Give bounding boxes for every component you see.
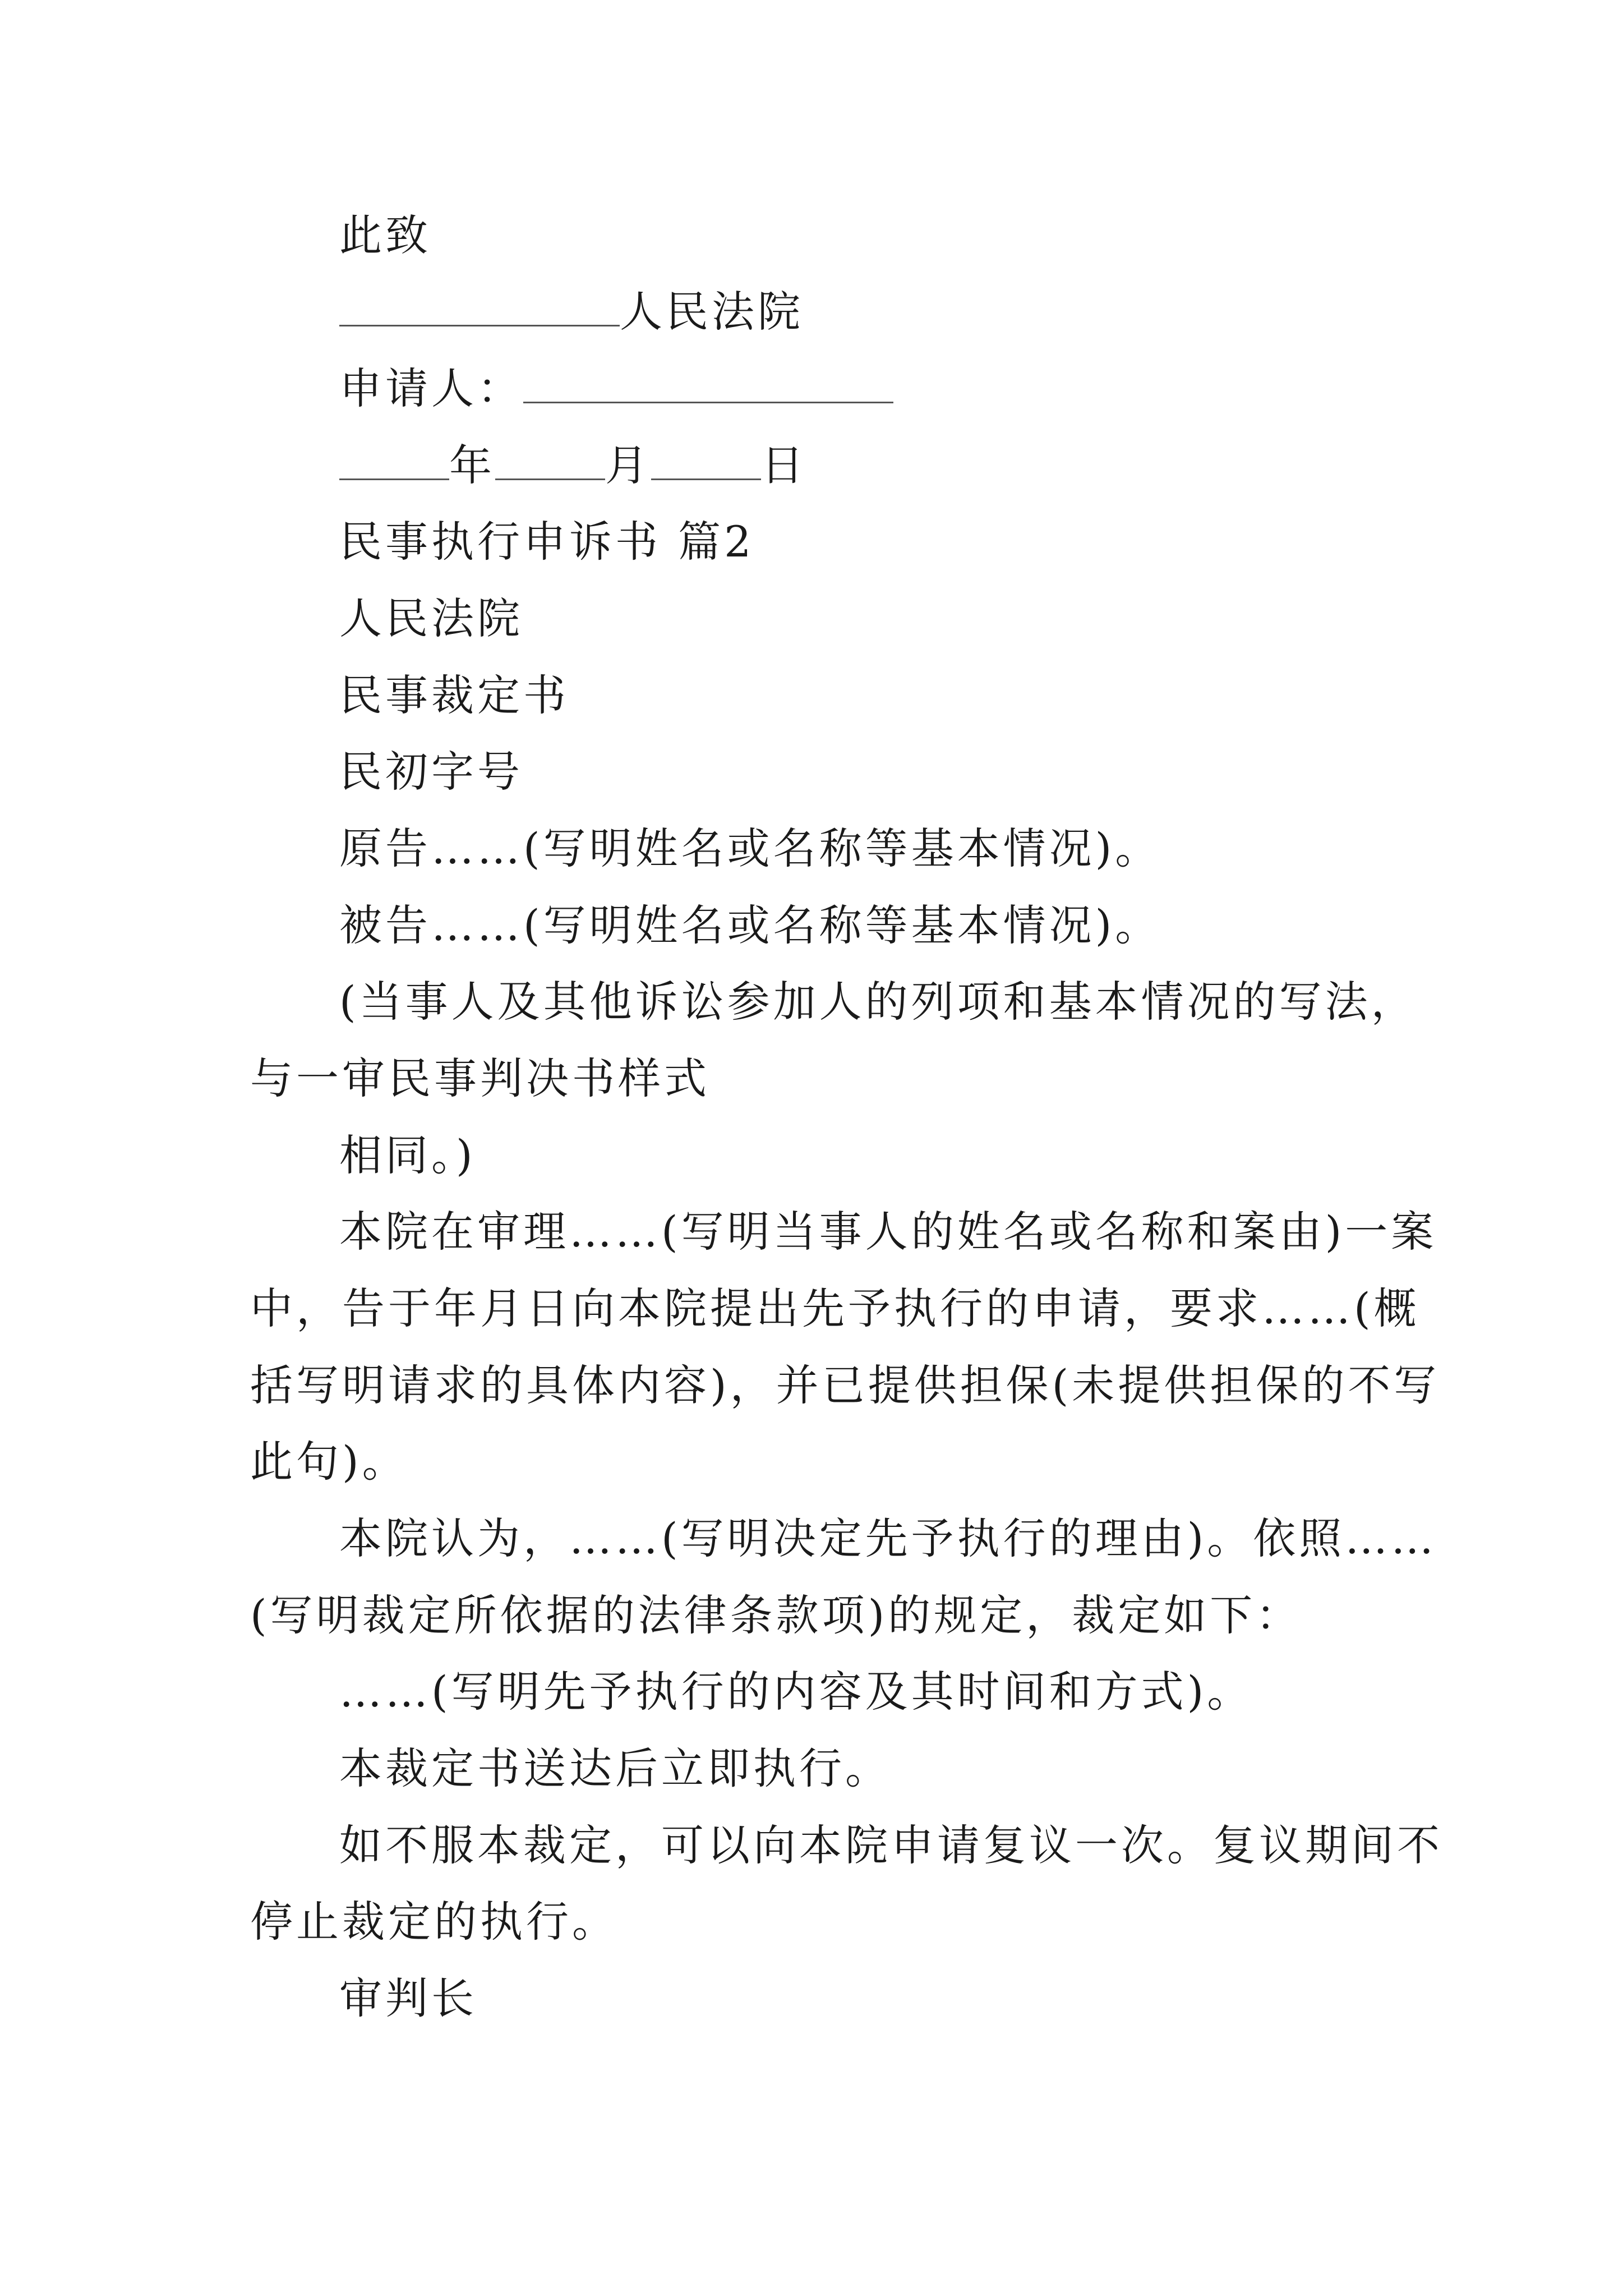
day-blank xyxy=(651,440,761,480)
applicant-line xyxy=(339,362,893,416)
section-heading: 民事执行申诉书 篇2 xyxy=(339,517,755,567)
paragraph-1-line-4: 此句)。 xyxy=(250,1437,408,1487)
court-name: 人民法院 xyxy=(339,593,523,643)
paragraph-1-line-3: 括写明请求的具体内容)，并已提供担保(未提供担保的不写 xyxy=(250,1360,1440,1410)
month-blank xyxy=(495,440,605,480)
paragraph-1-line-1: 本院在审理……(写明当事人的姓名或名称和案由)一案 xyxy=(339,1207,1437,1257)
applicant-name-blank xyxy=(523,364,893,403)
ruling-line: ……(写明先予执行的内容及其时间和方式)。 xyxy=(339,1667,1253,1717)
date-day-label: 日 xyxy=(761,440,807,490)
applicant-label: 申请人： xyxy=(339,364,523,413)
effect-line: 本裁定书送达后立即执行。 xyxy=(339,1743,891,1793)
year-blank xyxy=(339,440,449,480)
paragraph-2-line-2: (写明裁定所依据的法律条款项)的规定，裁定如下： xyxy=(250,1590,1302,1640)
date-year-label: 年 xyxy=(449,440,495,490)
court-suffix: 人民法院 xyxy=(620,287,804,337)
date-month-label: 月 xyxy=(605,440,651,490)
plaintiff-line: 原告……(写明姓名或名称等基本情况)。 xyxy=(339,823,1161,873)
presiding-judge: 审判长 xyxy=(339,1973,477,2023)
case-number: 民初字号 xyxy=(339,747,523,797)
paragraph-2-line-1: 本院认为，……(写明决定先予执行的理由)。依照…… xyxy=(339,1513,1437,1563)
note-line-2: 与一审民事判决书样式 xyxy=(250,1053,710,1103)
greeting: 此致 xyxy=(339,210,431,260)
paragraph-1-line-2: 中，告于年月日向本院提出先予执行的申请，要求……(概 xyxy=(250,1283,1420,1333)
defendant-line: 被告……(写明姓名或名称等基本情况)。 xyxy=(339,900,1161,950)
document-title: 民事裁定书 xyxy=(339,670,569,720)
date-line xyxy=(339,439,807,493)
note-line-3: 相同。) xyxy=(339,1130,476,1180)
court-name-blank xyxy=(339,287,620,326)
note-line-1: (当事人及其他诉讼参加人的列项和基本情况的写法， xyxy=(339,977,1417,1027)
court-address-line xyxy=(339,285,804,339)
appeal-line-1: 如不服本裁定，可以向本院申请复议一次。复议期间不 xyxy=(339,1820,1443,1870)
appeal-line-2: 停止裁定的执行。 xyxy=(250,1897,618,1947)
